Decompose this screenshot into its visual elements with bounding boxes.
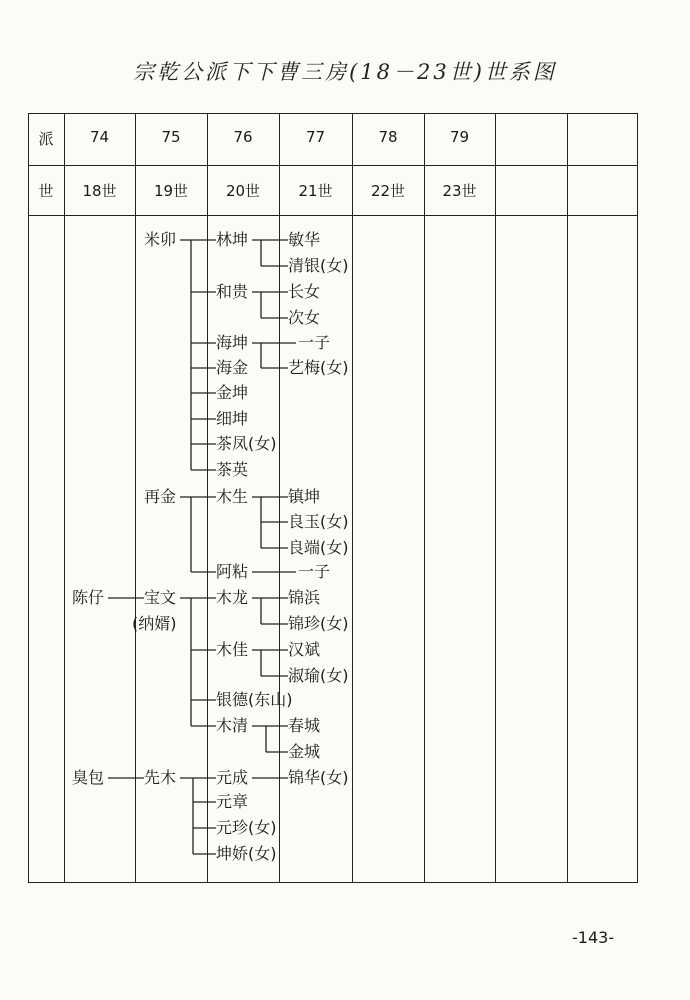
person-name: 元珍(女)	[216, 818, 277, 837]
generation-cell: 20世	[225, 182, 261, 200]
person-name: 良端(女)	[288, 538, 349, 557]
person-name: 和贵	[216, 282, 249, 301]
pai-cell: 76	[233, 128, 253, 146]
pai-cell: 78	[378, 128, 398, 146]
person-name: 先木	[144, 768, 177, 787]
person-name: 次女	[288, 308, 321, 327]
person-name: 坤娇(女)	[216, 844, 277, 863]
person-name: 木清	[216, 716, 249, 735]
person-name: 木生	[216, 487, 249, 506]
person-name: 再金	[144, 487, 177, 506]
person-name: 海金	[216, 358, 249, 377]
person-name: 银德(东山)	[216, 690, 293, 709]
person-name: 宝文	[144, 588, 177, 607]
person-name: 木龙	[216, 588, 249, 607]
page-number: -143-	[572, 928, 615, 947]
person-name: 春城	[288, 716, 321, 735]
generation-cell: 19世	[153, 182, 189, 200]
generation-cell: 21世	[298, 182, 333, 200]
pai-cell: 77	[305, 128, 326, 146]
person-name: 臭包	[72, 768, 105, 787]
person-name: 敏华	[288, 230, 321, 249]
generation-cell: 23世	[442, 182, 477, 200]
person-name: 锦浜	[288, 588, 321, 607]
person-name: 长女	[288, 282, 321, 301]
person-name: 淑瑜(女)	[288, 666, 349, 685]
person-name: 细坤	[216, 409, 249, 428]
person-name: 海坤	[216, 333, 249, 352]
person-name: 金坤	[216, 383, 249, 402]
pai-cell: 79	[449, 128, 470, 146]
person-name: 阿粘	[216, 562, 249, 581]
person-name: 茶凤(女)	[216, 434, 277, 453]
person-name: 元成	[216, 768, 249, 787]
person-name: 元章	[216, 792, 249, 811]
person-name: 陈仔	[72, 588, 105, 607]
person-name: 良玉(女)	[288, 512, 349, 531]
pai-label: 派	[38, 130, 54, 148]
person-name: 木佳	[216, 640, 249, 659]
person-name: 林坤	[216, 230, 249, 249]
generation-cell: 22世	[370, 182, 406, 200]
person-name: 一子	[298, 562, 331, 581]
person-name: 锦华(女)	[288, 768, 349, 787]
person-name: 清银(女)	[288, 256, 349, 275]
pai-cell: 75	[161, 128, 181, 146]
pai-cell: 74	[89, 128, 110, 146]
person-name: 茶英	[216, 460, 249, 479]
shi-label: 世	[38, 182, 54, 200]
person-name: 金城	[288, 742, 321, 761]
person-name: 镇坤	[288, 487, 321, 506]
page-title: 宗乾公派下下曹三房(18－23世)世系图	[133, 60, 557, 84]
person-note: (纳婿)	[132, 614, 177, 633]
person-name: 一子	[298, 333, 331, 352]
person-name: 米卯	[144, 230, 177, 249]
generation-cell: 18世	[82, 182, 117, 200]
person-name: 锦珍(女)	[288, 614, 349, 633]
person-name: 艺梅(女)	[288, 358, 349, 377]
person-name: 汉斌	[288, 640, 321, 659]
